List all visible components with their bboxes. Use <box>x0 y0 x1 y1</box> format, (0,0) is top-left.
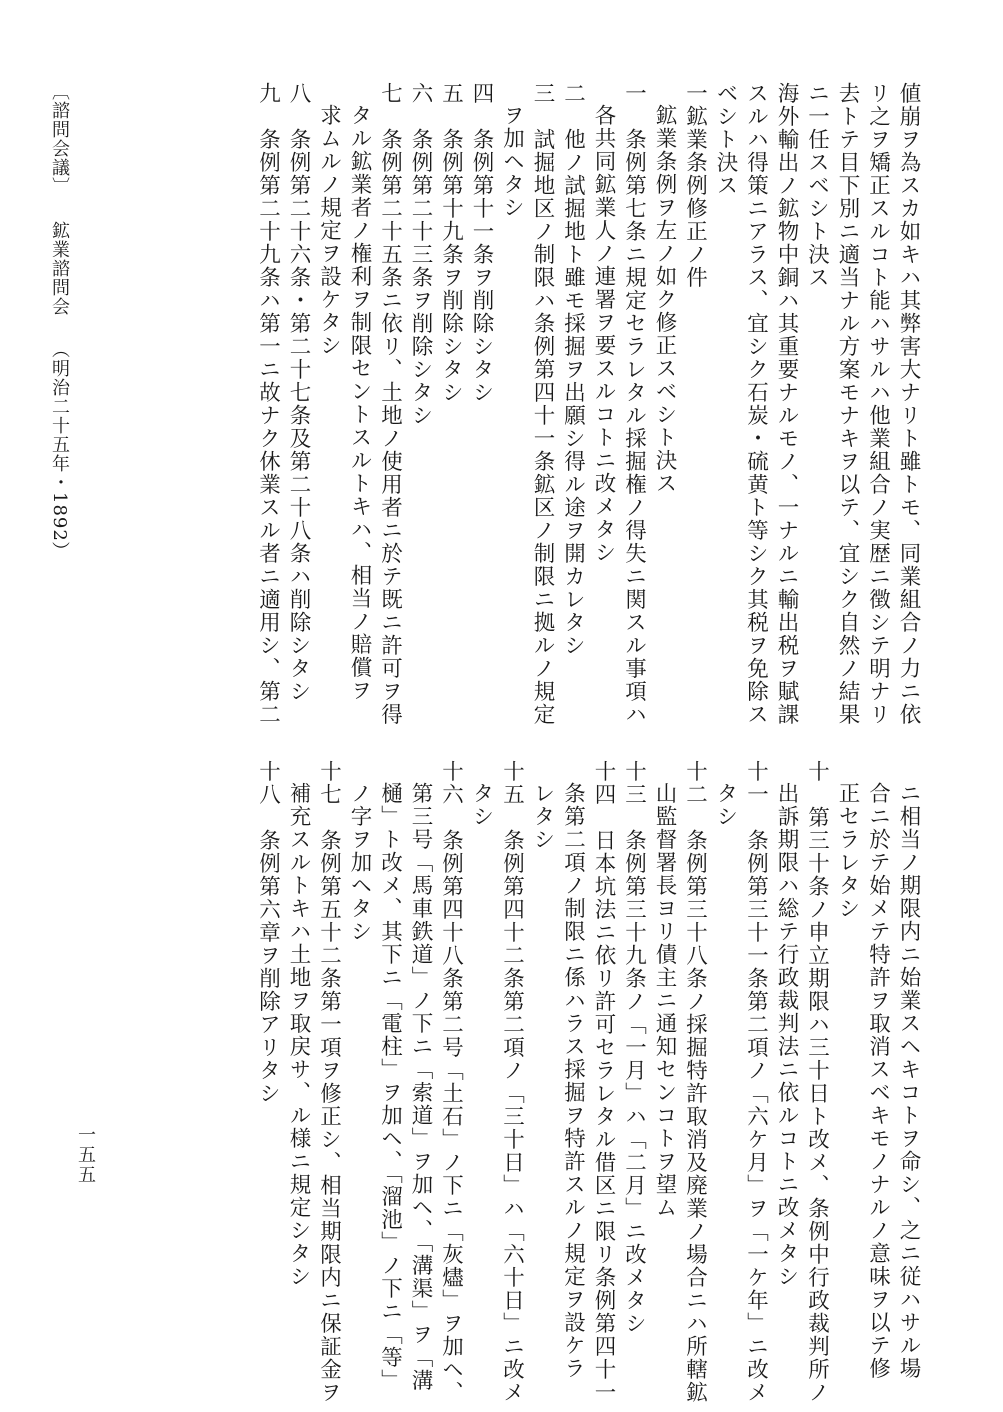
text-column: 合ニ於テ始メテ特許ヲ取消スベキモノナルノ意味ヲ以テ修 <box>865 782 891 1380</box>
text-column: リ之ヲ矯正スルコト能ハサルハ他業組合ノ実歴ニ徴シテ明ナリ <box>865 82 891 726</box>
text-column: 海外輸出ノ鉱物中銅ハ其重要ナルモノ、一ナルニ輸出税ヲ賦課 <box>774 82 799 726</box>
text-column: 十六 条例第四十八条第二号「土石」ノ下ニ「灰燼」ヲ加ヘ、 <box>438 760 464 1404</box>
page-number: 一五五 <box>75 1125 96 1185</box>
text-column: 六 条例第二十三条ヲ削除シタシ <box>408 82 433 427</box>
text-column: タシ <box>469 782 494 828</box>
text-column: 三 試掘地区ノ制限ハ条例第四十一条鉱区ノ制限ニ拠ルノ規定 <box>530 82 555 726</box>
text-column: 出訴期限ハ総テ行政裁判法ニ依ルコトニ改メタシ <box>774 782 799 1288</box>
text-column: 十八 条例第六章ヲ削除アリタシ <box>255 760 281 1105</box>
text-column: タル鉱業者ノ権利ヲ制限セントスルトキハ、相当ノ賠償ヲ <box>347 104 372 702</box>
footer-date: （明治二十五年・1892） <box>49 340 70 562</box>
text-column: 樋」ト改メ、其下ニ「電柱」ヲ加ヘ、「溜池」ノ下ニ「等」 <box>377 782 403 1393</box>
text-column: 正セラレタシ <box>835 782 860 920</box>
text-column: 十一 条例第三十一条第二項ノ「六ケ月」ヲ「一ケ年」ニ改メ <box>743 760 769 1404</box>
text-column: 二 他ノ試掘地ト雖モ採掘ヲ出願シ得ル途ヲ開カレタシ <box>560 82 586 657</box>
text-column: ニ一任スベシト決ス <box>804 82 830 289</box>
text-column: 条第二項ノ制限ニ係ハラス採掘ヲ特許スルノ規定ヲ設ケラ <box>560 782 586 1380</box>
text-column: レタシ <box>530 782 555 851</box>
text-column: 十四 日本坑法ニ依リ許可セラレタル借区ニ限リ条例第四十一 <box>591 760 616 1404</box>
text-column: スルハ得策ニアラス、宜シク石炭・硫黄ト等シク其税ヲ免除ス <box>743 82 769 726</box>
text-column: ノ字ヲ加ヘタシ <box>347 782 372 943</box>
text-column: 値崩ヲ為スカ如キハ其弊害大ナリト雖トモ、同業組合ノ力ニ依 <box>896 82 921 726</box>
text-column: 十三 条例第三十九条ノ「一月」ハ「二月」ニ改メタシ <box>621 760 647 1335</box>
text-column: 補充スルトキハ土地ヲ取戻サ、ル様ニ規定シタシ <box>286 782 311 1288</box>
footer-title: 鉱業諮問会 <box>49 220 70 316</box>
text-column: 各共同鉱業人ノ連署ヲ要スルコトニ改メタシ <box>591 104 616 564</box>
text-column: 去トテ目下別ニ適当ナル方案モナキヲ以テ、宜シク自然ノ結果 <box>835 82 860 726</box>
text-column: 鉱業条例ヲ左ノ如ク修正スベシト決ス <box>652 104 677 495</box>
text-column: ヲ加ヘタシ <box>499 104 525 219</box>
text-column: 山監督署長ヨリ債主ニ通知センコトヲ望ム <box>652 782 677 1219</box>
text-column: 八 条例第二十六条・第二十七条及第二十八条ハ削除シタシ <box>286 82 311 703</box>
running-footer <box>46 82 72 602</box>
text-column: タシ <box>713 782 738 828</box>
lower-text-block <box>78 760 923 1404</box>
text-column: 求ムルノ規定ヲ設ケタシ <box>316 104 342 357</box>
text-column: ベシト決ス <box>713 82 738 197</box>
text-column: 五 条例第十九条ヲ削除シタシ <box>438 82 464 404</box>
text-column: 第三号「馬車鉄道」ノ下ニ「索道」ヲ加ヘ、「溝渠」ヲ「溝 <box>408 782 433 1393</box>
upper-text-block <box>78 82 923 726</box>
text-column: 十 第三十条ノ申立期限ハ三十日ト改メ、条例中行政裁判所ノ <box>804 760 830 1404</box>
text-column: 四 条例第十一条ヲ削除シタシ <box>469 82 494 404</box>
text-column: 一鉱業条例修正ノ件 <box>682 82 708 289</box>
text-column: 十七 条例第五十二条第一項ヲ修正シ、相当期限内ニ保証金ヲ <box>316 760 342 1404</box>
text-column: 七 条例第二十五条ニ依リ、土地ノ使用者ニ於テ既ニ許可ヲ得 <box>377 82 403 726</box>
text-column: ニ相当ノ期限内ニ始業スヘキコトヲ命シ、之ニ従ハサル場 <box>896 782 921 1380</box>
text-column: 一 条例第七条ニ規定セラレタル採掘権ノ得失ニ関スル事項ハ <box>621 82 647 726</box>
footer-section-label: 〔諮問会議〕 <box>49 82 70 196</box>
text-column: 九 条例第二十九条ハ第一ニ故ナク休業スル者ニ適用シ、第二 <box>255 82 281 726</box>
text-column: 十五 条例第四十二条第二項ノ「三十日」ハ「六十日」ニ改メ <box>499 760 525 1404</box>
text-column: 十二 条例第三十八条ノ採掘特許取消及廃業ノ場合ニハ所轄鉱 <box>682 760 708 1404</box>
